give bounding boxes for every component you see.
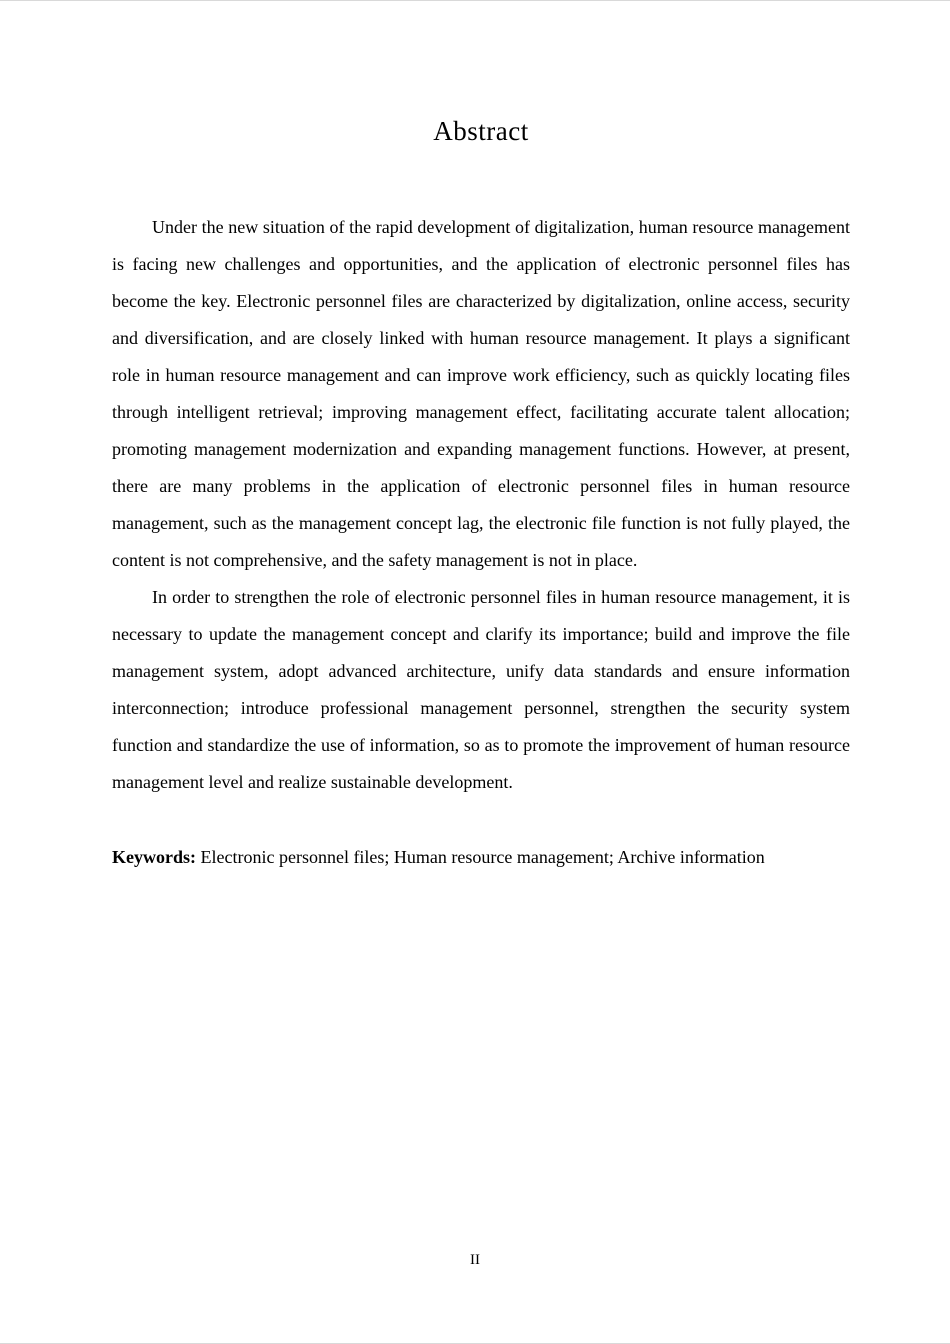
abstract-body <box>112 209 850 801</box>
keywords-line <box>112 839 850 876</box>
abstract-paragraph-1: Under the new situation of the rapid development of digitalization, human resource management is facing new challenges and opportunities, and the application of electronic personnel files has become the key. Electronic personnel files are characterized by digitalization, online access, security and diversification, and are closely linked with human resource management. It plays a significant role in human resource management and can improve work efficiency, such as quickly locating files through intelligent retrieval; improving management effect, facilitating accurate talent allocation; promoting management modernization and expanding management functions. However, at present, there are many problems in the application of electronic personnel files in human resource management, such as the management concept lag, the electronic file function is not fully played, the content is not comprehensive, and the safety management is not in place. <box>112 217 850 570</box>
keywords-text: Electronic personnel files; Human resource management; Archive information <box>196 847 765 867</box>
abstract-paragraph-2: In order to strengthen the role of electronic personnel files in human resource management, it is necessary to update the management concept and clarify its importance; build and improve the file management system, adopt advanced architecture, unify data standards and ensure information interconnection; introduce professional management personnel, strengthen the security system function and standardize the use of information, so as to promote the improvement of human resource management level and realize sustainable development. <box>112 587 850 792</box>
abstract-title: Abstract <box>433 116 529 146</box>
page-number: II <box>470 1252 480 1268</box>
keywords-label: Keywords: <box>112 847 196 867</box>
page-content <box>0 1 950 876</box>
